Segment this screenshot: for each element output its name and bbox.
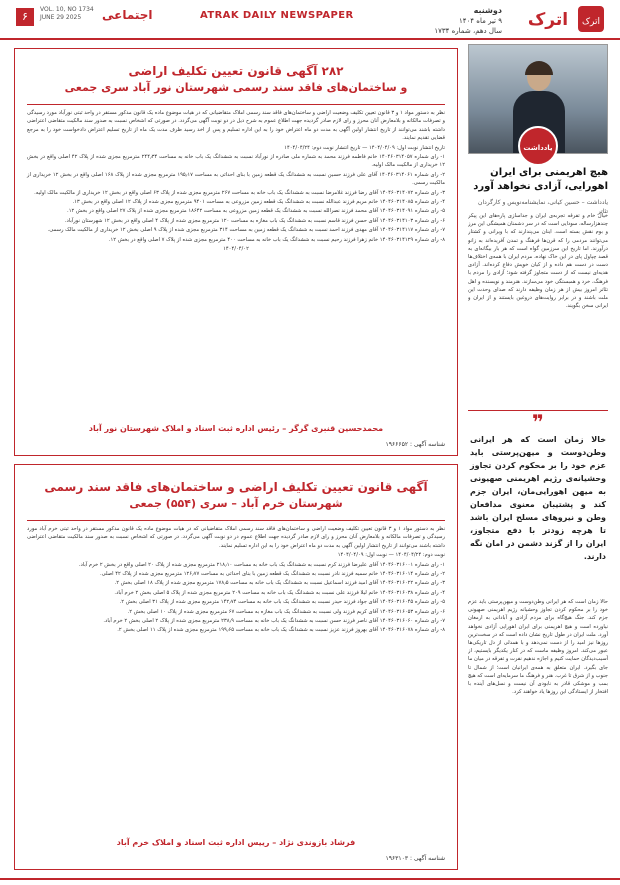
- paragraph: ۱- رای شماره ۱۴۰۴۶۰۳۱۶۰۰۱ آقای علیرضا فرزند کرم نسبت به ششدانگ یک باب خانه به مساحت ۲۱۸٫۱۰ مترمربع مجزی شده از پلاک ۲۰ اصلی واقع در بخش ۲ خرم آباد.: [78, 561, 445, 568]
- paragraph: ۷- رای شماره ۱۴۰۴۶۰۳۱۶۰۶۰ آقای ناصر فرزند حسن نسبت به ششدانگ یک باب خانه به مساحت ۲۳۸٫۹ مترمربع مجزی شده از پلاک ۲ اصلی بخش ۲ خرم آباد.: [103, 618, 445, 625]
- paragraph: ۴- رای شماره ۱۴۰۴۶۰۳۱۶۰۳۸ خانم لیلا فرزند علی نسبت به ششدانگ یک باب خانه به مساحت ۲۰۹ مترمربع مجزی شده از پلاک ۵ اصلی بخش ۲ خرم آباد.: [114, 589, 445, 596]
- notice-body: [15, 525, 457, 805]
- quote-text: خالا زمان است که هر ایرانی وطن‌دوست و میهن‌پرستی باید عزم خود را بر محکوم کردن تجاوز وحشیانه‌ی رژیم اهریمنی صهیونی به میهن اهورایی‌مان، ایران جزم کند و پشتیبان معنوی مدافعان وطن و نیروهای مسلح ایران باشد تا هرچه زودتر با دفع متجاوز، ایران را از گزند دشمن در امان نگه دارند.: [470, 435, 606, 561]
- atrak-logo: [508, 2, 608, 36]
- paragraph: ۳- رای شماره ۱۴۰۴۶۰۳۱۶۰۲۲ آقای امید فرزند اسماعیل نسبت به ششدانگ یک باب خانه به مساحت ۱۷۸٫۵ مترمربع مجزی شده از پلاک ۱۸ اصلی بخش ۲.: [114, 580, 445, 587]
- paragraph: ۱- رای شماره ۱۴۰۴۶۰۳۱۴۰۵۷ خانم فاطمه فرزند محمد به شماره ملی صادره از نورآباد نسبت به ششدانگ یک باب خانه به مساحت ۲۴۴٫۳۴ مترمربع مجزی شده از پلاک ۴۲ اصلی واقع در بخش ۱۲ خریداری از مالکیت مالک اولیه.: [27, 154, 445, 169]
- column-body-continued: حالا زمان است که هر ایرانی وطن‌دوست و میهن‌پرستی باید عزم خود را بر محکوم کردن تجاوز وحشیانه رژیم اهریمنی صهیونی جزم کند. جنگ هیچ‌گاه برای مردم آزادی و آبادانی به ارمغان نیاورده است و هیچ اهریمنی برای ایران اهورایی آزادی نخواهد آورد. ملت ایران در طول تاریخ نشان داده است که در سخت‌ترین روزها نیز امید را از دست نمی‌دهد و با همدلی از دل تاریکی‌ها عبور می‌کند. امروز وظیفه ماست که در کنار یکدیگر بایستیم، از آسیب‌دیدگان حمایت کنیم و اجازه ندهیم نفرت و تفرقه در میان ما جای بگیرد. ایران متعلق به همه‌ی ایرانیان است؛ از شمال تا جنوب و از شرق تا غرب. هنر و فرهنگ ما سرمایه‌ای است که هیچ بمب و موشکی قادر به نابودی آن نیست و نسل‌های آینده با افتخار از ایستادگی این روزها یاد خواهند کرد.: [468, 599, 608, 696]
- left-column: [14, 44, 458, 872]
- masthead: [0, 0, 620, 40]
- divider: [27, 520, 445, 521]
- paragraph: ۶- رای شماره ۱۴۰۴۶۰۳۱۴۱۰۳ آقای حسن فرزند قاسم نسبت به ششدانگ یک باب مغازه به مساحت ۱۲۰ مترمربع مجزی شده از پلاک ۴ اصلی واقع در بخش ۱۲ شهرستان نورآباد.: [64, 217, 445, 224]
- paragraph: ۸- رای شماره ۱۴۰۴۶۰۳۱۴۱۲۹ خانم زهرا فرزند رحیم نسبت به ششدانگ یک باب خانه به مساحت ۴۰۰ مترمربع مجزی شده از پلاک ۷ اصلی واقع در بخش ۱۲.: [108, 236, 445, 243]
- paragraph: نظر به دستور مواد ۱ و ۳ قانون تعیین تکلیف وضعیت اراضی و ساختمان‌های فاقد سند رسمی املاک متقاضیانی که در هیات موضوع ماده یک قانون مذکور مستقر در واحد ثبتی خرم آباد مورد رسیدگی و تصرفات مالکانه و بلامعارض آنان محرز و رای لازم صادر گردیده جهت اطلاع عموم در دو نوبت آگهی می‌گردد. در صورتی که اشخاص نسبت به صدور سند مالکیت متقاضی اعتراضی داشته باشند می‌توانند از تاریخ انتشار اولین آگهی به مدت دو ماه اعتراض خود را به این اداره تسلیم نمایند.: [27, 526, 446, 549]
- paragraph: ۶- رای شماره ۱۴۰۴۶۰۳۱۶۰۵۳ آقای کریم فرزند ولی نسبت به ششدانگ یک باب مغازه به مساحت ۶۷ مترمربع مجزی شده از پلاک ۱۰ اصلی بخش ۲.: [127, 608, 445, 615]
- notice-subtitle: و ساختمان‌های فاقد سند رسمی شهرستان نور آباد سری جمعی: [64, 81, 408, 94]
- column-header: [468, 166, 608, 216]
- paragraph: تاریخ انتشار نوبت اول: ۱۴۰۴/۰۴/۰۹ — تاریخ انتشار نوبت دوم: ۱۴۰۴/۰۴/۲۴: [284, 144, 445, 151]
- logo-mark: اترک: [581, 17, 601, 27]
- paragraph: ۸- رای شماره ۱۴۰۴۶۰۳۱۶۰۷۸ آقای بهروز فرزند عزیز نسبت به ششدانگ یک باب خانه به مساحت ۱۹۹٫۶۵ مترمربع مجزی شده از پلاک ۱۱ اصلی بخش ۲.: [117, 627, 445, 634]
- notice-subtitle: شهرستان خرم آباد – سری (۵۵۴) جمعی: [129, 497, 343, 510]
- notice-header: [27, 57, 445, 100]
- quote-icon: ❞: [532, 410, 544, 434]
- pull-quote: [468, 410, 608, 563]
- notice-header: [27, 473, 445, 516]
- page-number: ۶: [16, 8, 34, 26]
- column-title: هیچ اهریمنی برای ایران اهورایی، آزادی نخواهد آورد: [473, 167, 608, 192]
- paragraph: ۷- رای شماره ۱۴۰۴۶۰۳۱۴۱۱۷ آقای مهدی فرزند احمد نسبت به ششدانگ یک قطعه زمین به مساحت ۳۱۴ مترمربع مجزی شده از پلاک ۹ اصلی بخش ۱۲ خریداری از مالکیت مالک رسمی.: [47, 227, 445, 234]
- footer-rule: [0, 878, 620, 880]
- notice-signature: فرشاد بازوندی نژاد – رییس اداره ثبت اسناد و املاک خرم آباد: [116, 838, 356, 847]
- notice-nourabad: [14, 48, 458, 456]
- divider: [27, 104, 445, 105]
- paragraph: نوبت دوم: ۱۴۰۴/۰۴/۲۴ — نوبت اول: ۱۴۰۴/۰۴/۰۹: [337, 552, 445, 559]
- issue-date: JUNE 29 2025: [40, 14, 82, 21]
- notice-khorramabad: [14, 464, 458, 870]
- paragraph: ۳- رای شماره ۱۴۰۴۶۰۳۱۴۰۷۲ آقای رضا فرزند غلامرضا نسبت به ششدانگ یک باب خانه به مساحت ۲۶۷ مترمربع مجزی شده از پلاک ۶۳ اصلی واقع در بخش ۱۲ خریداری از مالکیت مالک اولیه.: [34, 189, 445, 196]
- paragraph: ۲- رای شماره ۱۴۰۴۶۰۳۱۴۰۶۱ آقای علی فرزند حسین نسبت به ششدانگ یک قطعه زمین با بنای احداثی به مساحت ۱۹۵٫۱۷ مترمربع مجزی شده از پلاک ۱۶۸ اصلی واقع در بخش ۱۲ خریداری از مالکیت رسمی.: [27, 171, 445, 187]
- date-block: [432, 6, 502, 36]
- notice-body: [15, 109, 457, 389]
- paragraph: نظر به دستور مواد ۱ و ۳ قانون تعیین تکلیف وضعیت اراضی و ساختمان‌های فاقد سند رسمی املاک متقاضیانی که در هیات موضوع ماده یک قانون مذکور مستقر در واحد ثبتی نورآباد مورد رسیدگی و تصرفات مالکانه و بلامعارض آنان محرز و رای لازم صادر گردیده جهت اطلاع عموم به شرح ذیل در دو نوبت آگهی می‌گردد. در صورتی که اشخاص نسبت به صدور سند مالکیت متقاضی اعتراضی داشته باشند می‌توانند از تاریخ انتشار اولین آگهی به مدت دو ماه اعتراض خود را به این اداره تسلیم و پس از اخذ رسید ظرف مدت یک ماه از تاریخ تسلیم اعتراض دادخواست خود را به مرجع قضایی تقدیم نمایند.: [27, 110, 445, 142]
- right-column: [468, 44, 608, 874]
- issue-number: سال دهم، شماره ۱۷۳۴: [434, 27, 502, 35]
- section-title: اجتماعی: [102, 8, 153, 22]
- paragraph: ۵- رای شماره ۱۴۰۴۶۰۳۱۶۰۴۵ آقای جواد فرزند حیدر نسبت به ششدانگ یک باب خانه به مساحت ۱۴۲٫۷۴ مترمربع مجزی شده از پلاک ۳۱ اصلی بخش ۲.: [119, 599, 445, 606]
- paragraph: ۴- رای شماره ۱۴۰۴۶۰۳۱۴۰۸۵ خانم مریم فرزند عبدالله نسبت به ششدانگ یک قطعه زمین مزروعی به مساحت ۹۴۰۱ مترمربع مجزی شده از پلاک ۱۲ اصلی واقع در بخش ۱۳.: [72, 199, 445, 206]
- notice-signature: محمدحسین قنبری گرگر – رئیس اداره ثبت اسناد و املاک شهرستان نور آباد: [88, 424, 384, 433]
- notice-id: شناسه آگهی : ۱۹۶۶۶۵۲: [385, 441, 445, 448]
- notice-title: ۲۸۲ آگهی قانون تعیین تکلیف اراضی: [128, 64, 344, 78]
- weekday: دوشنبه: [473, 6, 502, 15]
- column-body: خیال خام و تفرقه تجربه‌ی ایران و جداسازی پاره‌های این پیکر چندهزارساله، سودایی است که در سر دشمنان همیشگی این مرز و بوم نقش بسته است. اینان می‌پندارند که با ویرانی و کشتار می‌توانند مردمی را که قرن‌ها فرهنگ و تمدن آفریده‌اند به زانو درآورند. اما تاریخ این سرزمین گواه است که هر بار بیگانه‌ای به قصد چپاول پای در این خاک نهاده، مردم ایران با همه‌ی اختلاف‌ها دست در دست هم داده و از کیان خویش دفاع کرده‌اند. آزادی هدیه‌ای نیست که از دست متجاوز گرفته شود؛ آزادی را مردم با فرهنگ، خرد و همبستگی خود می‌سازند. هنرمند و نویسنده و اهل تئاتر امروز بیش از هر زمان وظیفه دارند که صدای وحدت این ملت باشند و در برابر روایت‌های دروغین بایستند و از ایران و ایرانی سخن بگویند.: [468, 213, 608, 310]
- column-author: یادداشت – حسین کیانی، نمایشنامه‌نویس و کارگردان تئاتر: [478, 199, 608, 215]
- notice-id: شناسه آگهی : ۱۹۶۳۱۰۳: [385, 855, 445, 862]
- date-stamp: ۱۴۰۴/۰۴/۰۲: [223, 246, 249, 253]
- paragraph: ۵- رای شماره ۱۴۰۴۶۰۳۱۴۰۹۱ آقای محمد فرزند نصرالله نسبت به ششدانگ یک قطعه زمین مزروعی به مساحت ۱۸۶۴۲ مترمربع مجزی شده از پلاک ۲۷ اصلی واقع در بخش ۱۲.: [67, 208, 445, 215]
- daily-name: ATRAK DAILY NEWSPAPER: [200, 10, 354, 21]
- logo-text: اترک: [527, 10, 569, 30]
- paragraph: ۲- رای شماره ۱۴۰۴۶۰۳۱۶۰۱۴ خانم سمیه فرزند نادر نسبت به ششدانگ یک قطعه زمین با بنای احداثی به مساحت ۱۲۶٫۷۷ مترمربع مجزی شده از پلاک ۴۲ اصلی.: [100, 571, 445, 578]
- volume-line: VOL. 10, NO 1734: [40, 6, 94, 13]
- persian-date: ۹ تیر ماه ۱۴۰۴: [459, 17, 502, 25]
- column-badge: یادداشت: [518, 126, 558, 166]
- notice-title: آگهی قانون تعیین تکلیف اراضی و ساختمان‌های فاقد سند رسمی: [44, 480, 428, 494]
- volume-info: [40, 6, 100, 22]
